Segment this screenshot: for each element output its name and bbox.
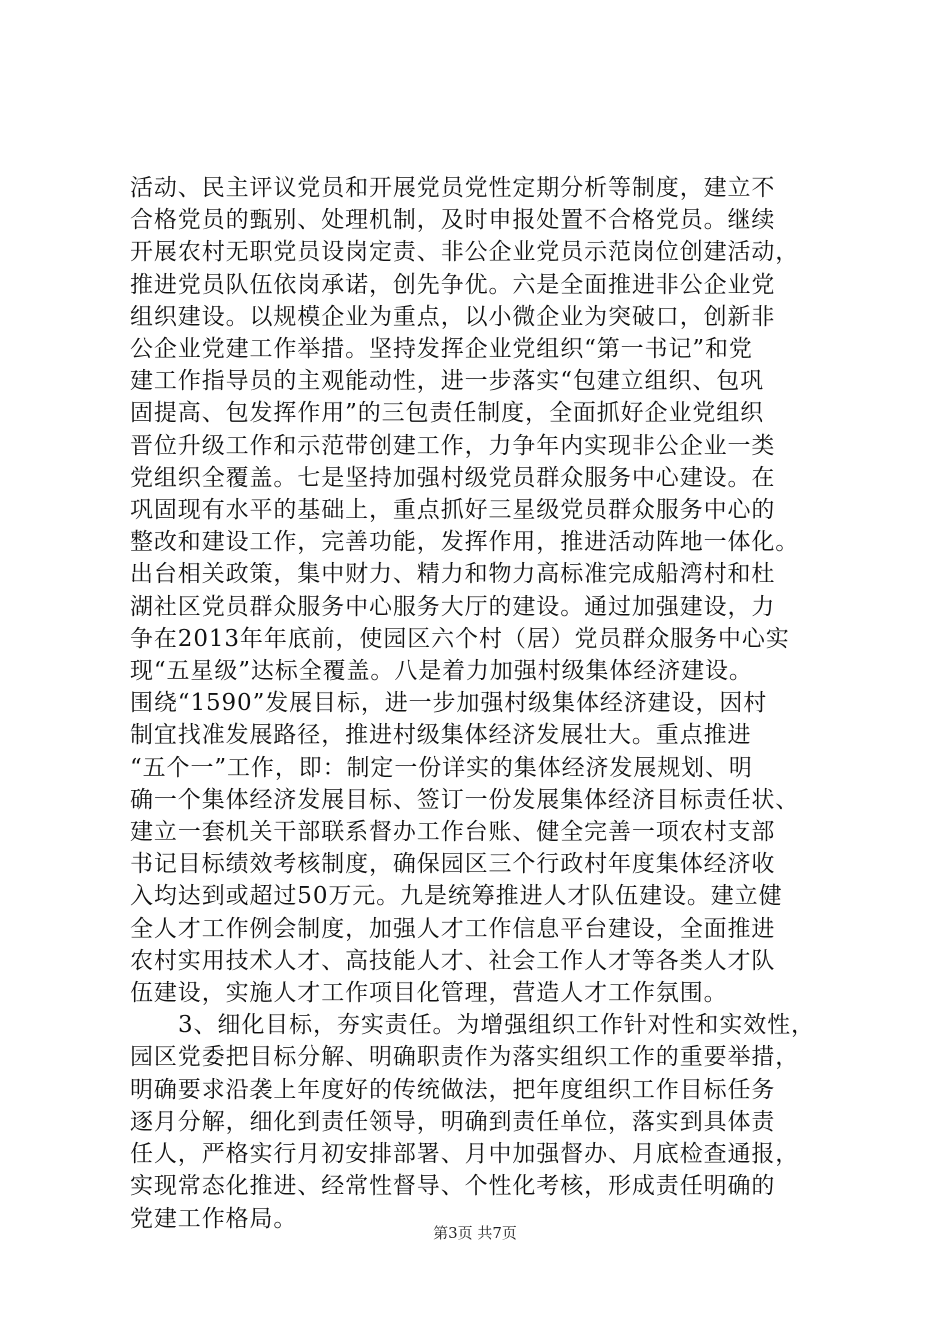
text-line: 出台相关政策，集中财力、精力和物力高标准完成船湾村和杜 [130,561,776,588]
page-number-footer: 第3页 共7页 [433,1224,517,1242]
text-line: 制宜找准发展路径，推进村级集体经济发展壮大。重点推进 [130,722,752,749]
text-line: 公企业党建工作举措。坚持发挥企业党组织“第一书记”和党 [130,336,753,363]
text-line: 巩固现有水平的基础上，重点抓好三星级党员群众服务中心的 [130,497,776,524]
text-line: 建工作指导员的主观能动性，进一步落实“包建立组织、包巩 [130,368,765,395]
text-line: 开展农村无职党员设岗定责、非公企业党员示范岗位创建活动， [130,239,800,266]
paragraph-start-line: 3、细化目标，夯实责任。为增强组织工作针对性和实效性， [178,1012,815,1039]
text-line: 农村实用技术人才、高技能人才、社会工作人才等各类人才队 [130,947,776,974]
text-line: 明确要求沿袭上年度好的传统做法，把年度组织工作目标任务 [130,1076,776,1103]
text-line: 现“五星级”达标全覆盖。八是着力加强村级集体经济建设。 [130,658,753,685]
text-line: 实现常态化推进、经常性督导、个性化考核，形成责任明确的 [130,1173,776,1200]
text-line: 全人才工作例会制度，加强人才工作信息平台建设，全面推进 [130,915,776,942]
text-line: 围绕“1590”发展目标，进一步加强村级集体经济建设，因村 [130,690,768,717]
text-line: 晋位升级工作和示范带创建工作，力争年内实现非公企业一类 [130,432,776,459]
text-line: 推进党员队伍依岗承诺，创先争优。六是全面推进非公企业党 [130,271,776,298]
text-line: 湖社区党员群众服务中心服务大厅的建设。通过加强建设，力 [130,593,776,620]
text-line: 确一个集体经济发展目标、签订一份发展集体经济目标责任状、 [130,786,800,813]
text-line: 建立一套机关干部联系督办工作台账、健全完善一项农村支部 [130,819,776,846]
text-line: 整改和建设工作，完善功能，发挥作用，推进活动阵地一体化。 [130,529,800,556]
text-line: 任人，严格实行月初安排部署、月中加强督办、月底检查通报， [130,1141,800,1168]
text-line: 园区党委把目标分解、明确职责作为落实组织工作的重要举措， [130,1044,800,1071]
text-line: 伍建设，实施人才工作项目化管理，营造人才工作氛围。 [130,980,728,1007]
text-line: 组织建设。以规模企业为重点，以小微企业为突破口，创新非 [130,303,776,330]
text-line: 合格党员的甄别、处理机制，及时申报处置不合格党员。继续 [130,207,776,234]
text-line: 书记目标绩效考核制度，确保园区三个行政村年度集体经济收 [130,851,776,878]
text-line: 活动、民主评议党员和开展党员党性定期分析等制度，建立不 [130,175,776,201]
body-text [130,172,830,1235]
text-line: 党建工作格局。 [130,1205,298,1232]
text-line: 党组织全覆盖。七是坚持加强村级党员群众服务中心建设。在 [130,464,776,491]
text-line: “五个一”工作，即：制定一份详实的集体经济发展规划、明 [130,754,753,781]
text-line: 入均达到或超过50万元。九是统筹推进人才队伍建设。建立健 [130,883,783,910]
text-line: 固提高、包发挥作用”的三包责任制度，全面抓好企业党组织 [130,400,765,427]
text-line: 争在2013年年底前，使园区六个村（居）党员群众服务中心实 [130,625,790,652]
text-line: 逐月分解，细化到责任领导，明确到责任单位，落实到具体责 [130,1108,776,1135]
